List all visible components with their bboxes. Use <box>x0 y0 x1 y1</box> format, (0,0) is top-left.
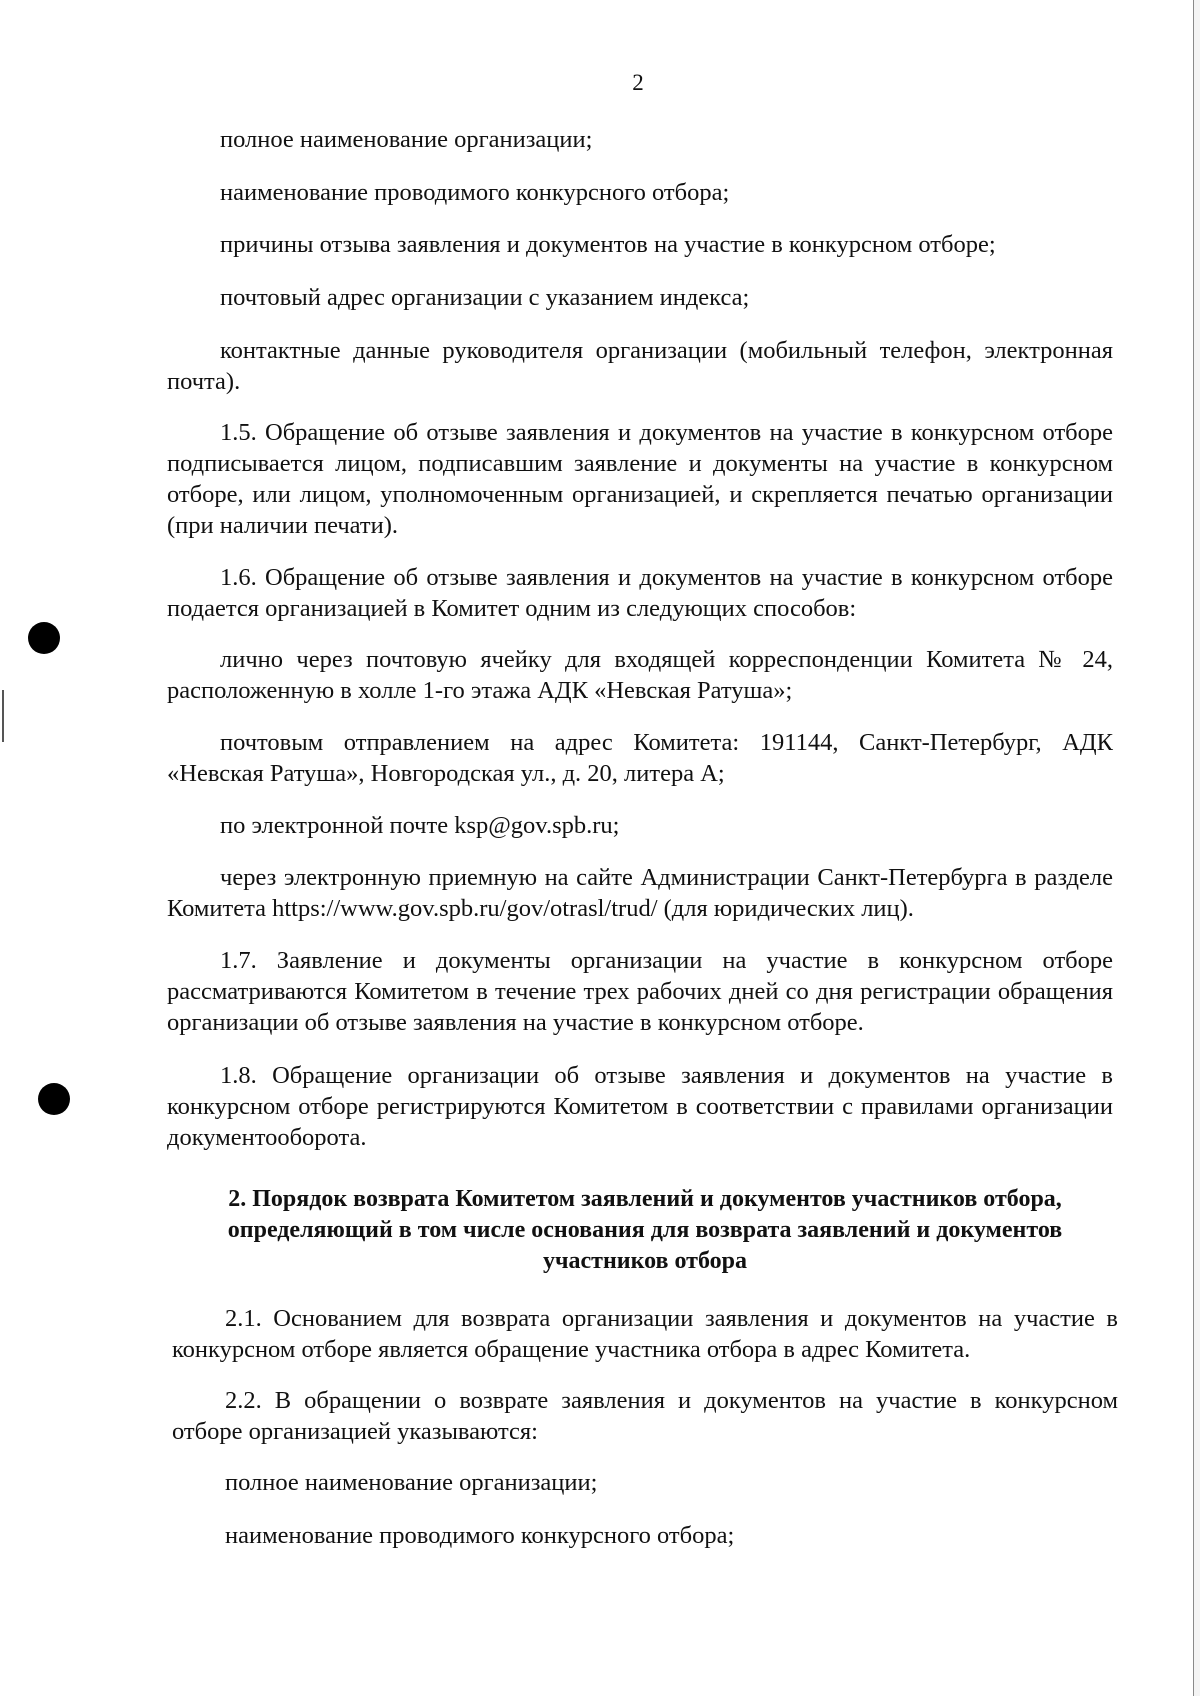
scan-edge-mark <box>2 690 4 742</box>
punch-hole <box>28 622 60 654</box>
punch-hole <box>38 1083 70 1115</box>
list-item: почтовым отправлением на адрес Комитета: 191144, Санкт-Петербург, АДК «Невская Ратуша», Новгородская ул., д. 20, литера А; <box>167 729 1113 787</box>
page-number: 2 <box>632 70 644 95</box>
list-item: по электронной почте ksp@gov.spb.ru; <box>220 812 620 839</box>
paragraph: 2.2. В обращении о возврате заявления и документов на участие в конкурсном отборе организацией указываются: <box>172 1387 1118 1445</box>
list-item: почтовый адрес организации с указанием индекса; <box>220 284 750 311</box>
list-item: наименование проводимого конкурсного отбора; <box>225 1522 735 1549</box>
page-margin <box>1194 0 1200 1696</box>
list-item: полное наименование организации; <box>220 126 593 153</box>
list-item: контактные данные руководителя организации (мобильный телефон, электронная почта). <box>167 337 1113 395</box>
list-item: через электронную приемную на сайте Администрации Санкт-Петербурга в разделе Комитета https://www.gov.spb.ru/gov/otrasl/trud/ (для юридических лиц). <box>167 864 1113 922</box>
section-heading: 2. Порядок возврата Комитетом заявлений и документов участников отбора, определяющий в том числе основания для возврата заявлений и документов участников отбора <box>227 1186 1063 1274</box>
paragraph: 2.1. Основанием для возврата организации заявления и документов на участие в конкурсном отборе является обращение участника отбора в адрес Комитета. <box>172 1305 1118 1363</box>
list-item: лично через почтовую ячейку для входящей корреспонденции Комитета № 24, расположенную в холле 1-го этажа АДК «Невская Ратуша»; <box>167 646 1113 704</box>
paragraph: 1.8. Обращение организации об отзыве заявления и документов на участие в конкурсном отборе регистрируются Комитетом в соответствии с правилами организации документооборота. <box>167 1062 1113 1151</box>
paragraph: 1.7. Заявление и документы организации на участие в конкурсном отборе рассматриваются Комитетом в течение трех рабочих дней со дня регистрации обращения организации об отзыве заявления на участие в конкурсном отборе. <box>167 947 1113 1036</box>
paragraph: 1.6. Обращение об отзыве заявления и документов на участие в конкурсном отборе подается организацией в Комитет одним из следующих способов: <box>167 564 1113 622</box>
paragraph: 1.5. Обращение об отзыве заявления и документов на участие в конкурсном отборе подписывается лицом, подписавшим заявление и документы на участие в конкурсном отборе, или лицом, уполномоченным организацией, и скрепляется печатью организации (при наличии печати). <box>167 419 1113 539</box>
list-item: наименование проводимого конкурсного отбора; <box>220 179 730 206</box>
list-item: полное наименование организации; <box>225 1469 598 1496</box>
list-item: причины отзыва заявления и документов на участие в конкурсном отборе; <box>220 231 996 258</box>
